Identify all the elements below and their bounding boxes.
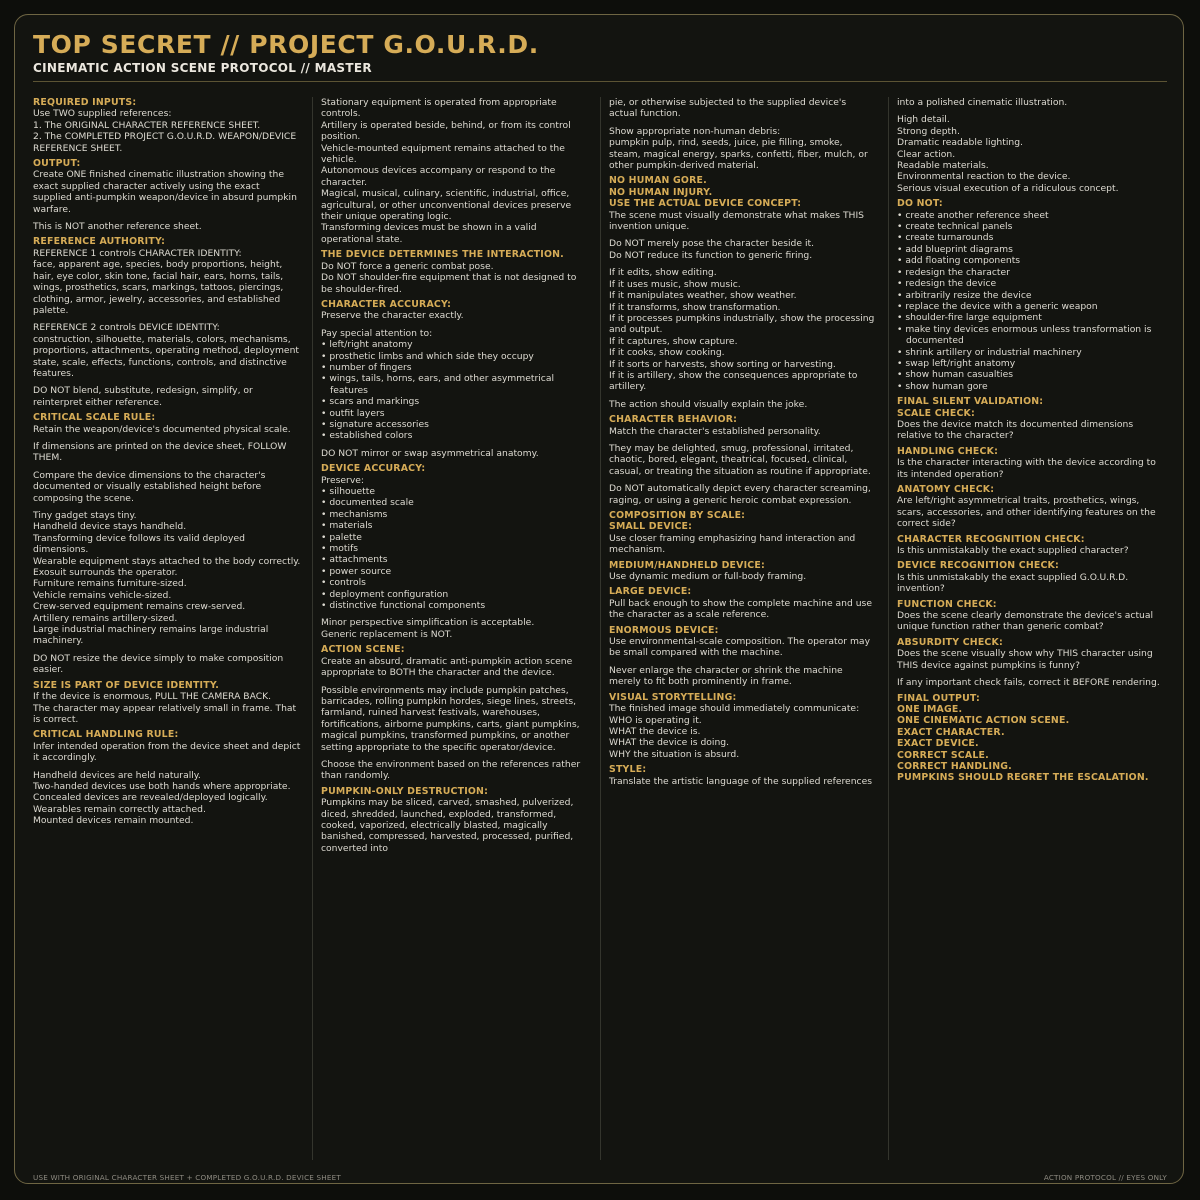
bullet-item: • deployment configuration <box>321 588 449 600</box>
text-line: Show appropriate non-human debris: <box>609 125 781 137</box>
paragraph <box>33 221 301 232</box>
paragraph <box>609 636 877 659</box>
text-line: 2. The COMPLETED PROJECT G.O.U.R.D. WEAPON/DEVICE REFERENCE SHEET. <box>33 131 297 154</box>
column-2 <box>321 97 589 1160</box>
section-heading: PUMPKINS SHOULD REGRET THE ESCALATION. <box>897 772 1149 784</box>
text-line: If it cooks, show cooking. <box>609 347 725 359</box>
bullet-item: • redesign the character <box>897 266 1010 278</box>
text-line: WHAT the device is. <box>609 725 701 737</box>
paragraph <box>609 267 877 392</box>
section-heading: CORRECT HANDLING. <box>897 760 1012 772</box>
section-heading: CRITICAL HANDLING RULE: <box>33 729 179 741</box>
bullet-item: • replace the device with a generic weapon <box>897 300 1098 312</box>
paragraph <box>33 770 301 827</box>
section-heading: FINAL OUTPUT: <box>897 692 980 704</box>
column-divider <box>600 97 601 1160</box>
section-heading: MEDIUM/HANDHELD DEVICE: <box>609 559 765 571</box>
section-heading: USE THE ACTUAL DEVICE CONCEPT: <box>609 198 802 210</box>
paragraph <box>321 685 589 753</box>
paragraph <box>609 426 877 437</box>
text-line: Minor perspective simplification is acceptable. <box>321 617 535 629</box>
paragraph <box>897 419 1165 442</box>
text-line: Does the scene visually show why THIS character using THIS device against pumpkins is funny? <box>897 648 1153 671</box>
paragraph <box>609 598 877 621</box>
paragraph <box>897 495 1165 529</box>
text-line: Use dynamic medium or full-body framing. <box>609 571 807 583</box>
page-title: TOP SECRET // PROJECT G.O.U.R.D. <box>33 30 539 59</box>
bullet-item: • established colors <box>321 430 413 442</box>
text-line: Possible environments may include pumpkin patches, barricades, rolling pumpkin hordes, siege lines, streets, farmland, ruined harvest festivals, warehouses, fortifications, airborne pumpkins, carts, giant pumpkins, magical pumpkins, transformed pumpkins, or another setting appropriate to the specific operator/device. <box>321 684 580 753</box>
text-line: Is the character interacting with the device according to its intended operation? <box>897 457 1156 480</box>
section-heading: THE DEVICE DETERMINES THE INTERACTION. <box>321 249 564 261</box>
text-line: Autonomous devices accompany or respond to the character. <box>321 165 556 188</box>
text-line: Stationary equipment is operated from appropriate controls. <box>321 97 557 120</box>
section-heading: CHARACTER RECOGNITION CHECK: <box>897 533 1085 545</box>
section-heading: FINAL SILENT VALIDATION: <box>897 396 1044 408</box>
paragraph <box>609 238 877 261</box>
text-line: Do NOT automatically depict every character screaming, raging, or using a generic heroic combat expression. <box>609 483 871 506</box>
section-heading: DEVICE ACCURACY: <box>321 463 426 475</box>
paragraph <box>321 475 589 612</box>
text-line: Magical, musical, culinary, scientific, industrial, office, agricultural, or other unconventional devices preserve their unique operating logic. <box>321 188 572 223</box>
text-line: Create ONE finished cinematic illustration showing the exact supplied character actively using the exact supplied anti-pumpkin weapon/device in absurd pumpkin warfare. <box>33 169 297 215</box>
bullet-item: • documented scale <box>321 497 414 509</box>
text-line: Never enlarge the character or shrink the machine merely to fit both prominently in frame. <box>609 664 843 688</box>
section-heading: ONE IMAGE. <box>897 703 963 715</box>
section-heading: LARGE DEVICE: <box>609 586 692 598</box>
footer-right-note: ACTION PROTOCOL // EYES ONLY <box>1043 1173 1167 1182</box>
text-line: Infer intended operation from the device sheet and depict it accordingly. <box>33 740 301 764</box>
bullet-item: • shoulder-fire large equipment <box>897 312 1042 324</box>
column-1 <box>33 97 301 1160</box>
text-line: Artillery remains artillery-sized. <box>33 612 178 624</box>
text-line: Do NOT reduce its function to generic firing. <box>609 249 813 261</box>
bullet-item: • swap left/right anatomy <box>897 357 1016 369</box>
text-line: If it captures, show capture. <box>609 335 738 347</box>
text-line: Readable materials. <box>897 160 989 172</box>
paragraph <box>33 169 301 215</box>
text-line: Furniture remains furniture-sized. <box>33 578 187 590</box>
section-heading: PUMPKIN-ONLY DESTRUCTION: <box>321 785 489 797</box>
paragraph <box>33 248 301 316</box>
paragraph <box>33 510 301 647</box>
text-line: Do NOT shoulder-fire equipment that is not designed to be shoulder-fired. <box>321 272 577 295</box>
section-heading: CRITICAL SCALE RULE: <box>33 412 156 424</box>
text-line: into a polished cinematic illustration. <box>897 97 1068 108</box>
text-line: Two-handed devices use both hands where appropriate. <box>33 780 291 792</box>
text-line: If it uses music, show music. <box>609 278 741 290</box>
section-heading: CHARACTER BEHAVIOR: <box>609 414 738 426</box>
footer-left-note: USE WITH ORIGINAL CHARACTER SHEET + COMPLETED G.O.U.R.D. DEVICE SHEET <box>33 1173 341 1182</box>
paragraph <box>33 441 301 464</box>
bullet-item: • wings, tails, horns, ears, and other asymmetrical features <box>321 373 555 396</box>
bullet-item: • power source <box>321 565 392 577</box>
bullet-item: • add blueprint diagrams <box>897 243 1013 255</box>
text-line: Create an absurd, dramatic anti-pumpkin action scene appropriate to BOTH the character and the device. <box>321 655 573 679</box>
column-3 <box>609 97 877 1160</box>
section-heading: CORRECT SCALE. <box>897 749 989 761</box>
paragraph <box>609 97 877 120</box>
text-line: Does the scene clearly demonstrate the device's actual unique function rather than generic combat? <box>897 610 1154 633</box>
text-line: If it sorts or harvests, show sorting or harvesting. <box>609 358 836 370</box>
section-heading: HANDLING CHECK: <box>897 445 999 457</box>
section-heading: ANATOMY CHECK: <box>897 484 995 495</box>
text-line: Pull back enough to show the complete machine and use the character as a scale reference. <box>609 597 872 621</box>
text-line: Serious visual execution of a ridiculous concept. <box>897 182 1119 194</box>
text-line: Retain the weapon/device's documented physical scale. <box>33 423 291 435</box>
text-line: construction, silhouette, materials, colors, mechanisms, proportions, attachments, operating method, deployment state, scale, effects, functions, controls, and distinctive features. <box>33 333 299 379</box>
paragraph <box>609 776 877 787</box>
paragraph <box>609 665 877 688</box>
header-divider <box>33 81 1167 82</box>
text-line: If it manipulates weather, show weather. <box>609 290 797 302</box>
text-line: Generic replacement is NOT. <box>321 628 453 640</box>
text-line: Pumpkins may be sliced, carved, smashed, pulverized, diced, shredded, launched, exploded, transformed, cooked, vaporized, electrically blasted, magically banished, compressed, harvested, processed, purified, converted into <box>321 797 574 854</box>
paragraph <box>321 261 589 295</box>
text-line: They may be delighted, smug, professional, irritated, chaotic, bored, elegant, theatrical, focused, clinical, casual, or treating the situation as routine if appropriate. <box>609 442 871 477</box>
column-4 <box>897 97 1165 1160</box>
section-heading: NO HUMAN GORE. <box>609 175 707 187</box>
text-line: Use environmental-scale composition. The operator may be small compared with the machine. <box>609 636 871 659</box>
text-line: REFERENCE 1 controls CHARACTER IDENTITY: <box>33 247 242 259</box>
bullet-item: • mechanisms <box>321 508 388 520</box>
section-heading: FUNCTION CHECK: <box>897 598 997 610</box>
paragraph <box>609 483 877 506</box>
text-line: Handheld device stays handheld. <box>33 521 187 533</box>
text-line: Exosuit surrounds the operator. <box>33 567 178 579</box>
bullet-item: • arbitrarily resize the device <box>897 289 1032 301</box>
text-line: Environmental reaction to the device. <box>897 171 1071 183</box>
paragraph <box>33 322 301 379</box>
bullet-item: • motifs <box>321 543 359 555</box>
section-heading: REFERENCE AUTHORITY: <box>33 236 166 248</box>
text-line: If any important check fails, correct it BEFORE rendering. <box>897 677 1160 689</box>
paragraph <box>609 210 877 233</box>
paragraph <box>321 97 589 245</box>
bullet-item: • create another reference sheet <box>897 209 1049 221</box>
text-line: Transforming device follows its valid deployed dimensions. <box>33 532 245 556</box>
bullet-item: • create technical panels <box>897 221 1013 233</box>
section-heading: ENORMOUS DEVICE: <box>609 624 719 636</box>
paragraph <box>321 797 589 854</box>
bullet-item: • show human gore <box>897 380 988 392</box>
text-line: DO NOT resize the device simply to make composition easier. <box>33 652 284 676</box>
text-line: face, apparent age, species, body proportions, height, hair, eye color, skin tone, facial hair, ears, horns, tails, wings, prosthetics, scars, markings, tattoos, piercings, clothing, armor, jewelry, accessories, and established palette. <box>33 259 284 316</box>
text-line: Match the character's established personality. <box>609 425 821 437</box>
text-line: This is NOT another reference sheet. <box>33 221 202 233</box>
text-line: Use TWO supplied references: <box>33 108 172 120</box>
section-heading: VISUAL STORYTELLING: <box>609 691 737 703</box>
section-heading: SCALE CHECK: <box>897 407 975 419</box>
bullet-item: • signature accessories <box>321 418 429 430</box>
text-line: DO NOT mirror or swap asymmetrical anatomy. <box>321 447 539 459</box>
bullet-item: • scars and markings <box>321 396 420 408</box>
section-heading: SMALL DEVICE: <box>609 521 693 533</box>
paragraph <box>321 310 589 321</box>
text-line: Preserve the character exactly. <box>321 310 464 322</box>
paragraph <box>897 648 1165 671</box>
paragraph <box>33 108 301 154</box>
bullet-item: • palette <box>321 531 362 543</box>
section-heading: ABSURDITY CHECK: <box>897 636 1003 648</box>
section-heading: DO NOT: <box>897 198 943 210</box>
text-line: Transforming devices must be shown in a valid operational state. <box>321 222 537 245</box>
text-line: Mounted devices remain mounted. <box>33 815 194 827</box>
text-line: Translate the artistic language of the supplied references <box>609 775 873 787</box>
paragraph <box>33 385 301 408</box>
text-line: Artillery is operated beside, behind, or from its control position. <box>321 119 571 143</box>
bullet-item: • left/right anatomy <box>321 339 413 351</box>
paragraph <box>321 448 589 459</box>
section-heading: OUTPUT: <box>33 158 81 170</box>
bullet-item: • make tiny devices enormous unless transformation is documented <box>897 323 1152 347</box>
paragraph <box>609 703 877 760</box>
paragraph <box>609 399 877 410</box>
column-divider <box>312 97 313 1160</box>
text-line: Pay special attention to: <box>321 327 433 339</box>
text-line: Strong depth. <box>897 125 960 137</box>
bullet-item: • materials <box>321 520 373 532</box>
text-line: If dimensions are printed on the device sheet, FOLLOW THEM. <box>33 440 287 464</box>
bullet-item: • silhouette <box>321 486 376 497</box>
section-heading: STYLE: <box>609 764 647 776</box>
text-line: Clear action. <box>897 148 956 160</box>
text-line: REFERENCE 2 controls DEVICE IDENTITY: <box>33 322 220 334</box>
bullet-item: • show human casualties <box>897 369 1014 381</box>
text-line: Are left/right asymmetrical traits, prosthetics, wings, scars, accessories, and other identifying features on the correct side? <box>897 495 1156 530</box>
bullet-item: • prosthetic limbs and which side they occupy <box>321 350 534 362</box>
column-divider <box>888 97 889 1160</box>
paragraph <box>321 617 589 640</box>
paragraph <box>897 457 1165 480</box>
text-line: If it transforms, show transformation. <box>609 301 781 313</box>
paragraph <box>33 741 301 764</box>
text-line: Wearables remain correctly attached. <box>33 803 206 815</box>
paragraph <box>33 653 301 676</box>
text-line: Vehicle remains vehicle-sized. <box>33 589 172 601</box>
paragraph <box>33 424 301 435</box>
page-subtitle: CINEMATIC ACTION SCENE PROTOCOL // MASTER <box>33 61 372 75</box>
section-heading: EXACT CHARACTER. <box>897 726 1005 738</box>
text-line: If the device is enormous, PULL THE CAMERA BACK. <box>33 691 272 703</box>
text-line: WHY the situation is absurd. <box>609 748 740 760</box>
text-line: pie, or otherwise subjected to the supplied device's actual function. <box>609 97 847 120</box>
text-line: WHO is operating it. <box>609 714 702 726</box>
text-line: Dramatic readable lighting. <box>897 137 1023 149</box>
paragraph <box>609 443 877 477</box>
text-line: Choose the environment based on the references rather than randomly. <box>321 758 581 782</box>
text-line: The finished image should immediately communicate: <box>609 703 860 715</box>
bullet-item: • attachments <box>321 554 388 566</box>
section-heading: DEVICE RECOGNITION CHECK: <box>897 560 1059 572</box>
paragraph <box>609 126 877 172</box>
text-line: Concealed devices are revealed/deployed logically. <box>33 792 268 804</box>
text-line: If it processes pumpkins industrially, show the processing and output. <box>609 312 875 336</box>
text-line: Vehicle-mounted equipment remains attached to the vehicle. <box>321 142 565 166</box>
text-line: pumpkin pulp, rind, seeds, juice, pie filling, smoke, steam, magical energy, sparks, confetti, fiber, mulch, or other pumpkin-derived material. <box>609 137 868 172</box>
text-line: Compare the device dimensions to the character's documented or visually established height before composing the scene. <box>33 469 266 504</box>
text-line: Crew-served equipment remains crew-served. <box>33 601 246 613</box>
text-line: The scene must visually demonstrate what makes THIS invention unique. <box>609 209 865 233</box>
paragraph <box>321 328 589 442</box>
paragraph <box>609 533 877 556</box>
section-heading: CHARACTER ACCURACY: <box>321 298 452 310</box>
text-line: If it edits, show editing. <box>609 267 717 279</box>
paragraph <box>33 691 301 725</box>
text-line: Do NOT merely pose the character beside it. <box>609 238 815 250</box>
paragraph <box>321 759 589 782</box>
text-line: Is this unmistakably the exact supplied character? <box>897 545 1129 557</box>
paragraph <box>897 545 1165 556</box>
text-line: Handheld devices are held naturally. <box>33 769 201 781</box>
text-line: Preserve: <box>321 474 365 486</box>
paragraph <box>897 572 1165 595</box>
text-line: 1. The ORIGINAL CHARACTER REFERENCE SHEET. <box>33 119 261 131</box>
bullet-item: • controls <box>321 577 366 589</box>
paragraph <box>897 114 1165 194</box>
paragraph <box>897 210 1165 393</box>
section-heading: SIZE IS PART OF DEVICE IDENTITY. <box>33 679 220 691</box>
section-heading: ONE CINEMATIC ACTION SCENE. <box>897 715 1070 727</box>
section-heading: COMPOSITION BY SCALE: <box>609 510 746 521</box>
bullet-item: • number of fingers <box>321 361 412 373</box>
text-line: High detail. <box>897 114 950 126</box>
text-line: The action should visually explain the joke. <box>609 398 808 410</box>
text-line: DO NOT blend, substitute, redesign, simplify, or reinterpret either reference. <box>33 385 253 408</box>
section-heading: EXACT DEVICE. <box>897 738 979 750</box>
text-line: Is this unmistakably the exact supplied G.O.U.R.D. invention? <box>897 571 1129 595</box>
section-heading: REQUIRED INPUTS: <box>33 97 137 108</box>
bullet-item: • distinctive functional components <box>321 600 486 612</box>
paragraph <box>897 97 1165 108</box>
section-heading: NO HUMAN INJURY. <box>609 186 713 198</box>
paragraph <box>33 470 301 504</box>
text-line: Large industrial machinery remains large industrial machinery. <box>33 624 269 647</box>
text-line: WHAT the device is doing. <box>609 737 730 749</box>
bullet-item: • shrink artillery or industrial machinery <box>897 346 1082 358</box>
section-heading: ACTION SCENE: <box>321 644 405 656</box>
text-line: Wearable equipment stays attached to the body correctly. <box>33 555 301 567</box>
paragraph <box>897 677 1165 688</box>
paragraph <box>897 610 1165 633</box>
bullet-item: • redesign the device <box>897 278 997 290</box>
bullet-item: • create turnarounds <box>897 232 994 244</box>
text-line: Do NOT force a generic combat pose. <box>321 260 494 272</box>
bullet-item: • outfit layers <box>321 407 385 419</box>
text-line: Tiny gadget stays tiny. <box>33 510 137 521</box>
text-line: Does the device match its documented dimensions relative to the character? <box>897 418 1134 442</box>
text-line: The character may appear relatively small in frame. That is correct. <box>33 702 297 725</box>
text-line: If it is artillery, show the consequences appropriate to artillery. <box>609 369 858 393</box>
text-line: Use closer framing emphasizing hand interaction and mechanism. <box>609 532 856 556</box>
paragraph <box>321 656 589 679</box>
bullet-item: • add floating components <box>897 255 1021 267</box>
paragraph <box>609 571 877 582</box>
